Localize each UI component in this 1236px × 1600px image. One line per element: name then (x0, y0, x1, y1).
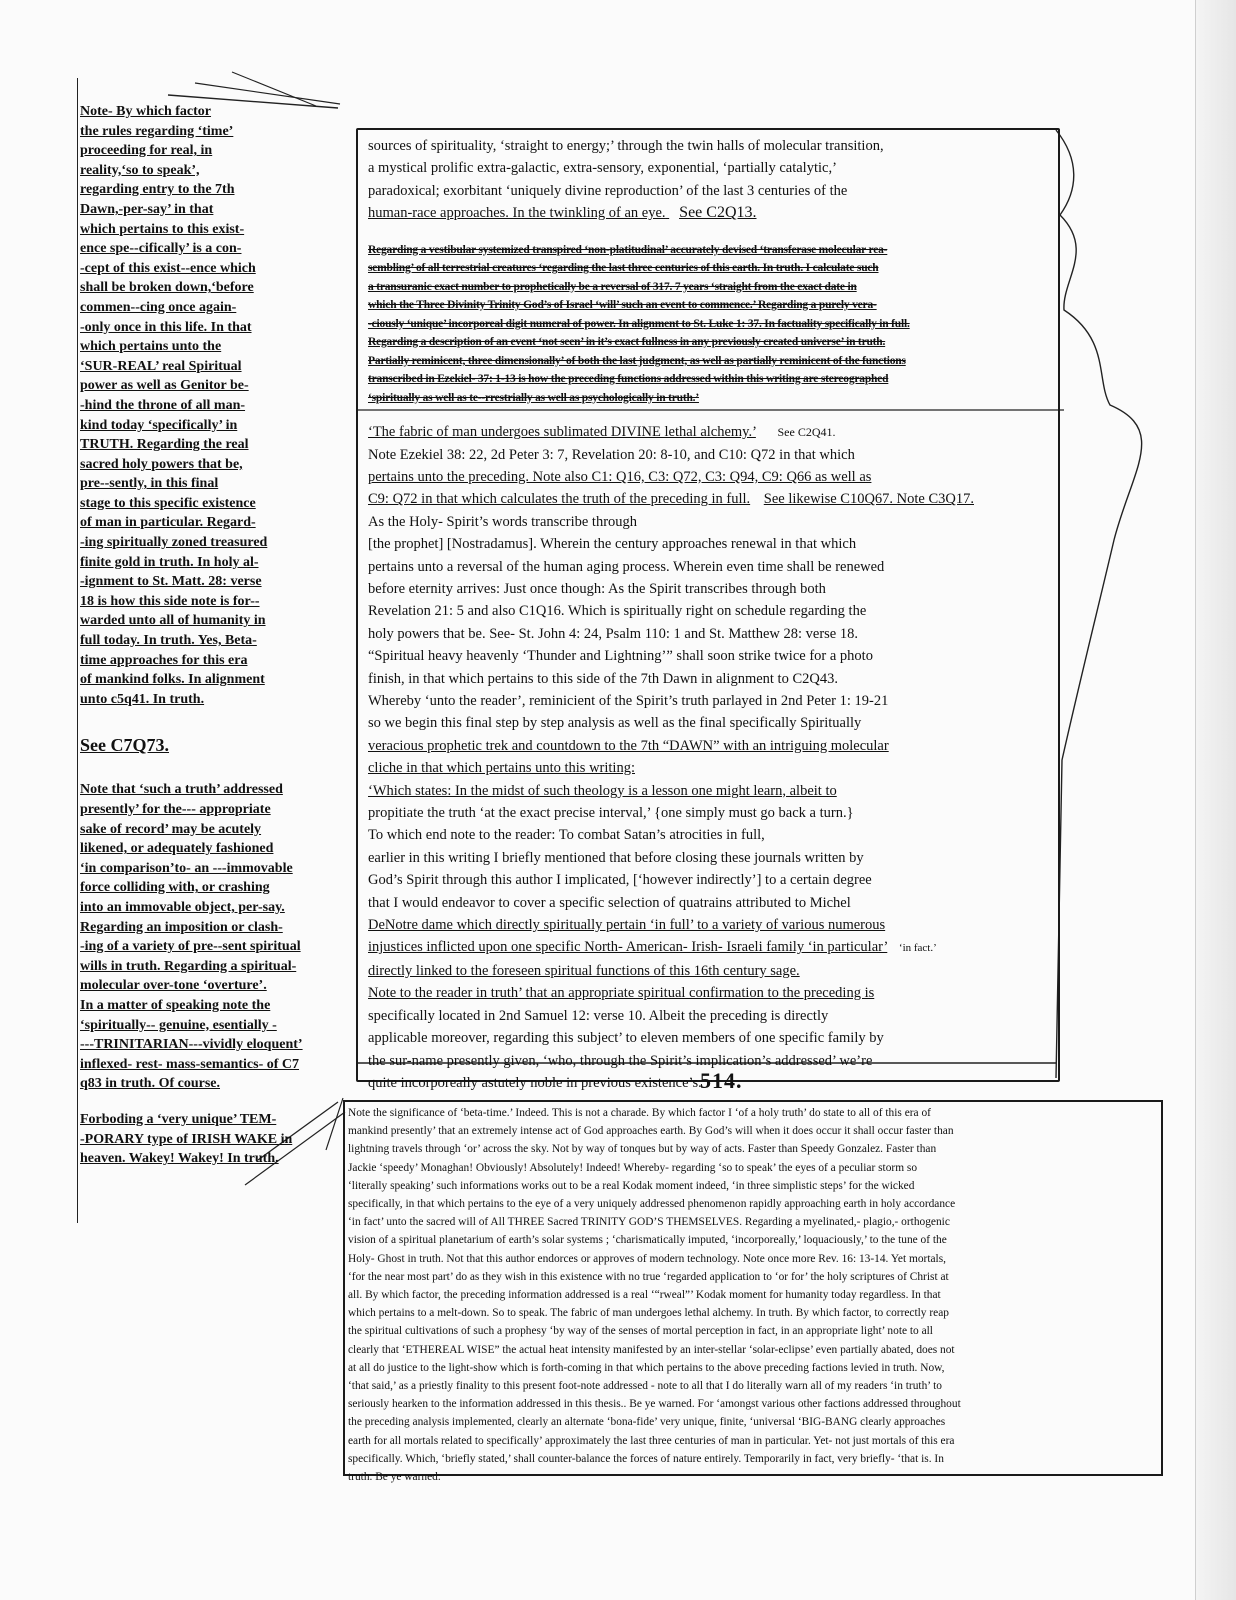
side-note-line: ---TRINITARIAN---vividly eloquent’ (80, 1037, 303, 1053)
main-line: veracious prophetic trek and countdown to the 7th “DAWN” with an intriguing molecular (368, 737, 889, 754)
side-note-line: inflexed- rest- mass-semantics- of C7 (80, 1056, 300, 1072)
main-line: directly linked to the foreseen spiritual functions of this 16th century sage. (368, 962, 800, 979)
footnote-line: ‘for the near most part’ do as they wish in this existence with no true ‘regarded application to ‘or for’ the holy scriptures of Christ at (348, 1270, 949, 1283)
main-paragraph (368, 511, 1168, 937)
side-note-line: Regarding an imposition or clash- (80, 919, 283, 935)
main-line: holy powers that be. See- St. John 4: 24, Psalm 110: 1 and St. Matthew 28: verse 18. (368, 625, 858, 642)
main-line: earlier in this writing I briefly mentioned that before closing these journals written by (368, 849, 864, 866)
struck-line: Regarding a description of an event ‘not seen’ in it’s exact fullness in any previously created universe’ in truth. (368, 336, 886, 349)
main-line: DeNotre dame which directly spiritually pertain ‘in full’ to a variety of various numerous (368, 917, 886, 934)
side-note-see-ref: See C7Q73. (80, 735, 169, 756)
side-note-line: heaven. Wakey! Wakey! In truth. (80, 1151, 279, 1167)
side-note-block (80, 1110, 320, 1169)
side-note-line: into an immovable object, per-say. (80, 899, 285, 915)
main-line: paradoxical; exorbitant ‘uniquely divine reproduction’ of the last 3 centuries of the (368, 182, 848, 199)
side-note-line: of mankind folks. In alignment (80, 672, 265, 688)
struck-line: a transuranic exact number to prophetically be a reversal of 317. 7 years ‘straight from the exact date in (368, 280, 857, 293)
side-note-line: time approaches for this era (80, 652, 248, 668)
main-line: As the Holy- Spirit’s words transcribe through (368, 513, 638, 530)
side-note-line: likened, or adequately fashioned (80, 841, 274, 857)
main-line: before eternity arrives: Just once though: As the Spirit transcribes through both (368, 580, 826, 597)
main-line: To which end note to the reader: To combat Satan’s atrocities in full, (368, 827, 765, 844)
side-note-line: Note that ‘such a truth’ addressed (80, 782, 283, 798)
side-note-line: In a matter of speaking note the (80, 997, 271, 1013)
side-note-block (80, 102, 320, 709)
footnote-line: Jackie ‘speedy’ Monaghan! Obviously! Absolutely! Indeed! Whereby- regarding ‘so to speak’ the eyes of a peculiar storm so (348, 1161, 918, 1174)
side-note-line: wills in truth. Regarding a spiritual- (80, 958, 297, 974)
side-note-line: -ignment to St. Matt. 28: verse (80, 574, 262, 590)
side-note-line: force colliding with, or crashing (80, 880, 270, 896)
footnote-line: seriously hearken to the information addressed in this thesis.. Be ye warned. For ‘amongst various other factions addressed throughout (348, 1398, 961, 1411)
page-number: 514. (700, 1068, 743, 1093)
spacer (368, 407, 1168, 421)
main-line: that I would endeavor to cover a specific selection of quatrains attributed to Michel (368, 894, 851, 911)
side-note-line: Forboding a ‘very unique’ TEM- (80, 1111, 277, 1127)
main-line: ‘Which states: In the midst of such theology is a lesson one might learn, albeit to (368, 782, 837, 799)
side-note-line: -PORARY type of IRISH WAKE in (80, 1131, 293, 1147)
main-line (368, 488, 1168, 510)
main-line: pertains unto a reversal of the human aging process. Wherein even time shall be renewed (368, 558, 885, 575)
side-note-line: proceeding for real, in (80, 143, 213, 159)
struck-line: sembling’ of all terrestrial creatures ‘regarding the last three centuries of this earth. In truth. I calculate such (368, 262, 879, 275)
side-note-line: kind today ‘specifically’ in (80, 417, 238, 433)
main-line: applicable moreover, regarding this subject’ to eleven members of one specific family by (368, 1030, 884, 1047)
main-paragraph (368, 135, 1168, 202)
side-note-line: which pertains unto the (80, 339, 222, 355)
main-line (368, 202, 1168, 224)
side-note-line: full today. In truth. Yes, Beta- (80, 633, 257, 649)
side-note-line: stage to this specific existence (80, 495, 256, 511)
main-line: Note Ezekiel 38: 22, 2d Peter 3: 7, Revelation 20: 8-10, and C10: Q72 in that which (368, 446, 855, 463)
side-note-line: ‘spiritually-- genuine, esentially - (80, 1017, 277, 1033)
side-note-line: sacred holy powers that be, (80, 456, 243, 472)
footnote-line: truth. Be ye warned. (348, 1471, 441, 1484)
side-note-line: -hind the throne of all man- (80, 397, 246, 413)
footnote-line: earth for all mortals related to specifically’ approximately the last three centuries of man in particular. Yet- not just mortals of this era (348, 1434, 955, 1447)
para1-last-line: human-race approaches. In the twinkling of an eye. (368, 205, 666, 222)
side-note-line: Dawn,-per-say’ in that (80, 201, 214, 217)
side-note-line: shall be broken down,‘before (80, 280, 254, 296)
main-line: quite incorporeally astutely noble in previous existence’s. (368, 1074, 702, 1091)
side-note-line: molecular over-tone ‘overture’. (80, 978, 267, 994)
main-line: specifically located in 2nd Samuel 12: verse 10. Albeit the preceding is directly (368, 1007, 829, 1024)
struck-line: transcribed in Ezekiel- 37: 1-13 is how the preceding functions addressed within this writing are stereographed (368, 373, 889, 386)
footnote-line: vision of a spiritual planetarium of earth’s solar systems ; ‘charismatically imputed, ‘incorporeally,’ loquaciously,’ to the tune of the (348, 1234, 947, 1247)
see-ref: See C2Q13. (679, 204, 757, 222)
side-note-line: ‘in comparison’to- an ---immovable (80, 860, 293, 876)
side-note-line: q83 in truth. Of course. (80, 1076, 220, 1092)
main-line: Revelation 21: 5 and also C1Q16. Which is spiritually right on schedule regarding the (368, 603, 867, 620)
side-note-line: power as well as Genitor be- (80, 378, 249, 394)
side-note-line: reality,‘so to speak’, (80, 162, 200, 178)
footnote-line: all. By which factor, the preceding information addressed is a real ‘“rweal”’ Kodak moment for humanity today regardless. In that (348, 1289, 941, 1302)
main-line (368, 421, 1168, 443)
side-note-line: -ing spiritually zoned treasured (80, 535, 268, 551)
struck-line: ‘spiritually as well as te--rrestrially as well as psychologically in truth.’ (368, 391, 699, 404)
footnote-line: the preceding analysis implemented, clearly an alternate ‘bona-fide’ very unique, finite, ‘universal ‘BIG-BANG clearly approaches (348, 1416, 946, 1429)
fabric-line: ‘The fabric of man undergoes sublimated DIVINE lethal alchemy.’ (368, 424, 756, 441)
side-note-line: ‘SUR-REAL’ real Spiritual (80, 358, 242, 374)
side-note-line: warded unto all of humanity in (80, 613, 266, 629)
main-line (368, 936, 1168, 959)
side-note-line: finite gold in truth. In holy al- (80, 554, 259, 570)
struck-line: which the Three Divinity Trinity God’s of Israel ‘will’ such an event to commence.’ Regarding a purely vera- (368, 299, 877, 312)
side-note-line: commen--cing once again- (80, 299, 237, 315)
footnote-line: specifically. Which, ‘briefly stated,’ shall counter-balance the forces of nature entirely. Temporarily in fact, very briefly- ‘that is. In (348, 1452, 944, 1465)
spacer (368, 225, 1168, 241)
footnote-line: ‘literally speaking’ such informations works out to be a real Kodak moment indeed, ‘in three simplistic steps’ for the wicked (348, 1179, 915, 1192)
side-note-line: 18 is how this side note is for-- (80, 593, 260, 609)
footnote-line: mankind presently’ that an extremely intense act of God approaches earth. By God’s will when it does occur it shall occur faster than (348, 1125, 954, 1138)
side-note-line: presently’ for the--- appropriate (80, 802, 271, 817)
side-note-line: -ing of a variety of pre--sent spiritual (80, 939, 301, 955)
main-line: cliche in that which pertains unto this writing: (368, 760, 635, 777)
side-note-line: pre--sently, in this final (80, 476, 219, 492)
side-note-line: which pertains to this exist- (80, 221, 245, 237)
main-line: the sur-name presently given, ‘who, through the Spirit’s implication’s addressed’ we’re (368, 1052, 873, 1069)
main-line: a mystical prolific extra-galactic, extra-sensory, exponential, ‘partially catalytic,’ (368, 160, 837, 177)
footnote-line: ‘in fact’ unto the sacred will of All THREE Sacred TRINITY GOD’S THEMSELVES. Regarding a myelinated,- plagio,- orthogenic (348, 1216, 950, 1229)
footnote-text (348, 1104, 1160, 1486)
footnote-line: which pertains to a melt-down. So to speak. The fabric of man undergoes lethal alchemy. In truth. By which factor, to correctly reap (348, 1307, 949, 1320)
main-line: sources of spirituality, ‘straight to energy;’ through the twin halls of molecular transition, (368, 138, 884, 154)
see-ref: See C2Q41. (777, 425, 836, 440)
side-note-line: of man in particular. Regard- (80, 515, 256, 531)
side-note-line: TRUTH. Regarding the real (80, 437, 249, 453)
see-ref: See likewise C10Q67. Note C3Q17. (763, 491, 974, 508)
footnote-line: Note the significance of ‘beta-time.’ Indeed. This is not a charade. By which factor I ‘of a holy truth’ do state to all of this era of (348, 1107, 931, 1119)
main-line: [the prophet] [Nostradamus]. Wherein the century approaches renewal in that which (368, 536, 857, 553)
footnote-line: clearly that ‘ETHEREAL WISE” the actual heat intensity manifested by an inter-stellar ‘solar-eclipse’ even partially abated, does not (348, 1343, 955, 1356)
in-fact-note: ‘in fact.’ (898, 942, 937, 955)
dense-paragraph (368, 241, 1168, 408)
footnote-line: at all do justice to the light-show which is forth-coming in that which pertains to the above preceding factions levied in truth. Now, (348, 1361, 945, 1374)
side-note-line: the rules regarding ‘time’ (80, 123, 234, 139)
struck-line: -ciously ‘unique’ incorporeal digit numeral of power. In alignment to St. Luke 1: 37. In factuality specifically in full. (368, 317, 910, 330)
side-note-line: Note- By which factor (80, 104, 212, 119)
struck-line: Partially reminicent, three dimensionally’ of both the last judgment, as well as partially reminicent of the functions (368, 354, 906, 367)
c9-line: C9: Q72 in that which calculates the truth of the preceding in full. (368, 491, 751, 508)
main-line: finish, in that which pertains to this side of the 7th Dawn in alignment to C2Q43. (368, 670, 838, 687)
side-note-line: ence spe--cifically’ is a con- (80, 241, 242, 257)
footnote-line: ‘that said,’ as a priestly finality to this present foot-note addressed - note to all that I do literally warn all of my readers ‘in truth’ to (348, 1380, 942, 1393)
footnote-line: specifically, in that which pertains to the eye of a very uniquely addressed phenomenon rapidly approaching earth in holy accordance (348, 1198, 956, 1211)
main-line: God’s Spirit through this author I implicated, [‘however indirectly’] to a certain degree (368, 872, 872, 889)
footnote-line: the spiritual cultivations of such a prophesy ‘by way of the senses of mortal perception in fact, in an appropriate light’ note to all (348, 1325, 933, 1338)
main-line: Note to the reader in truth’ that an appropriate spiritual confirmation to the preceding is (368, 985, 875, 1002)
main-line: propitiate the truth ‘at the exact precise interval,’ {one simply must go back a turn.} (368, 805, 854, 822)
footnote-line: lightning travels through ‘or’ across the sky. Not by way of tonques but by way of acts. Faster than Speedy Gonzalez. Faster than (348, 1143, 937, 1156)
main-line: Whereby ‘unto the reader’, reminicient of the Spirit’s truth parlayed in 2nd Peter 1: 19-21 (368, 693, 889, 709)
side-note-line: -cept of this exist--ence which (80, 260, 256, 276)
main-text (368, 135, 1168, 1094)
side-note-line: regarding entry to the 7th (80, 182, 235, 198)
main-line: pertains unto the preceding. Note also C1: Q16, C3: Q72, C3: Q94, C9: Q66 as well as (368, 468, 872, 485)
injustices-line: injustices inflicted upon one specific North- American- Irish- Israeli family ‘in particular’ (368, 939, 888, 956)
side-note-gap (80, 1094, 320, 1110)
struck-line: Regarding a vestibular systemized transpired ‘non-platitudinal’ accurately devised ‘transferase molecular rea- (368, 243, 888, 256)
main-line: “Spiritual heavy heavenly ‘Thunder and Lightning’” shall soon strike twice for a photo (368, 648, 873, 665)
side-note-line: unto c5q41. In truth. (80, 691, 205, 707)
side-note-block (80, 780, 320, 1094)
footnote-line: Holy- Ghost in truth. Not that this author endorces or approves of modern technology. Note once more Rev. 16: 13-14. Yet mortals, (348, 1252, 947, 1265)
main-line: so we begin this final step by step analysis as well as the final specifically Spiritually (368, 715, 862, 732)
side-note-column (80, 102, 320, 1169)
main-paragraph (368, 444, 1168, 489)
side-note-line: sake of record’ may be acutely (80, 821, 262, 837)
main-paragraph (368, 960, 1168, 1094)
side-note-line: -only once in this life. In that (80, 319, 252, 335)
margin-rule (77, 78, 78, 1223)
